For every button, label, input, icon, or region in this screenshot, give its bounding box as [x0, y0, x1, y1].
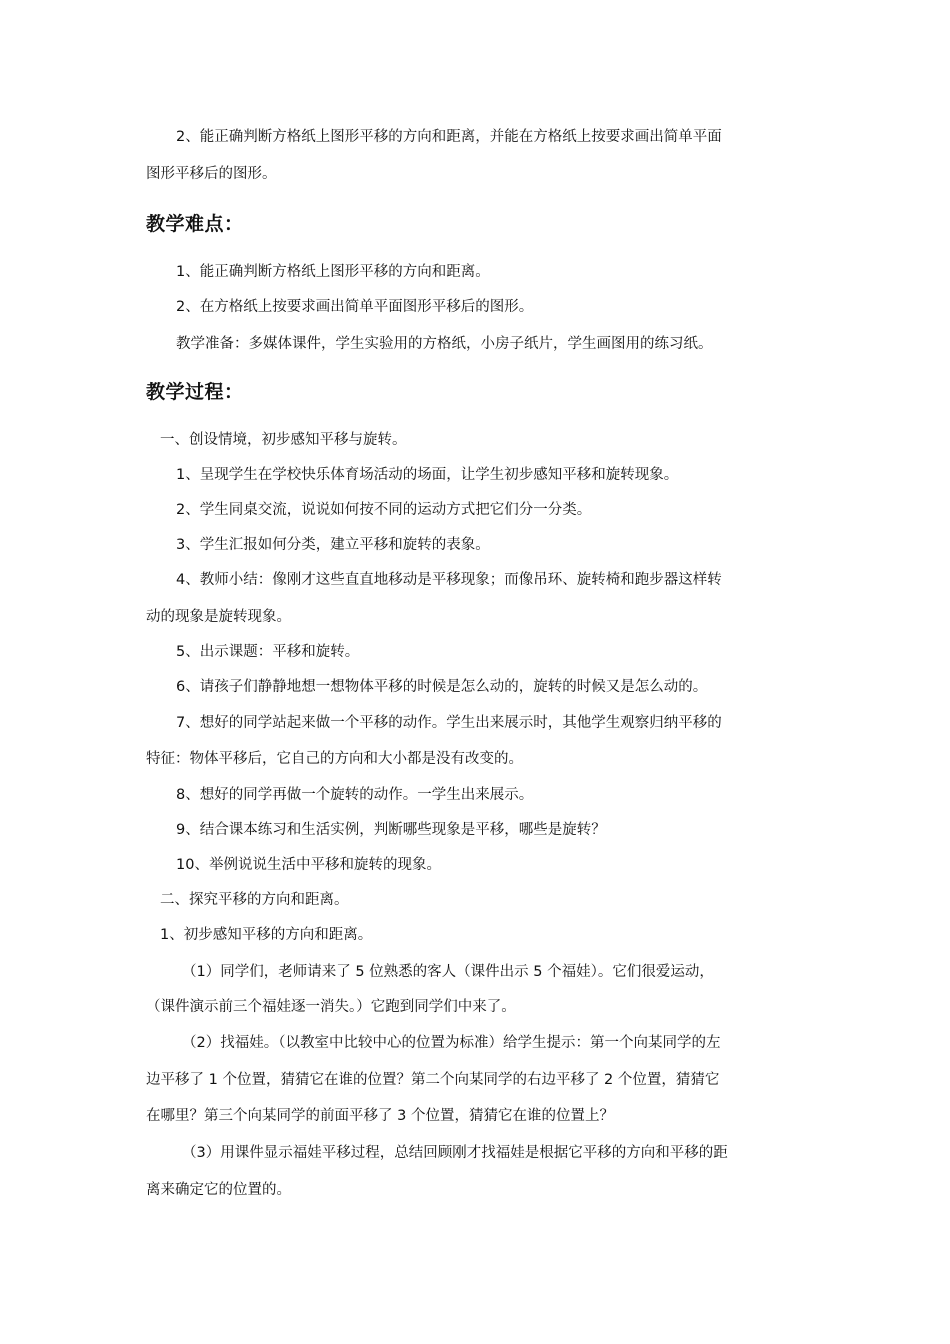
paragraph-line: 图形平移后的图形。	[146, 166, 277, 182]
section-heading-difficulty: 教学难点：	[146, 213, 244, 235]
paragraph-line: 2、能正确判断方格纸上图形平移的方向和距离，并能在方格纸上按要求画出简单平面	[176, 129, 722, 145]
section-heading-process: 教学过程：	[146, 381, 244, 403]
paragraph-line: 3、学生汇报如何分类，建立平移和旋转的表象。	[176, 537, 490, 553]
paragraph-line: 6、请孩子们静静地想一想物体平移的时候是怎么动的，旋转的时候又是怎么动的。	[176, 679, 708, 695]
paragraph-line: 离来确定它的位置的。	[146, 1182, 291, 1198]
paragraph-line: 在哪里？第三个向某同学的前面平移了 3 个位置，猜猜它在谁的位置上？	[146, 1108, 614, 1124]
paragraph-line: 教学准备：多媒体课件，学生实验用的方格纸，小房子纸片，学生画图用的练习纸。	[176, 336, 713, 352]
paragraph-line: 1、初步感知平移的方向和距离。	[160, 927, 373, 943]
paragraph-line: 动的现象是旋转现象。	[146, 609, 291, 625]
paragraph-line: 特征：物体平移后，它自己的方向和大小都是没有改变的。	[146, 751, 523, 767]
paragraph-line: （2）找福娃。（以教室中比较中心的位置为标准）给学生提示：第一个向某同学的左	[182, 1035, 721, 1051]
paragraph-line: （课件演示前三个福娃逐一消失。）它跑到同学们中来了。	[146, 999, 516, 1015]
paragraph-line: 9、结合课本练习和生活实例，判断哪些现象是平移，哪些是旋转？	[176, 822, 606, 838]
paragraph-line: 10、举例说说生活中平移和旋转的现象。	[176, 857, 441, 873]
paragraph-line: 一、创设情境，初步感知平移与旋转。	[160, 432, 407, 448]
paragraph-line: （1）同学们，老师请来了 5 位熟悉的客人（课件出示 5 个福娃）。它们很爱运动，	[182, 964, 714, 980]
paragraph-line: 边平移了 1 个位置，猜猜它在谁的位置？第二个向某同学的右边平移了 2 个位置，猜猜它	[146, 1072, 720, 1088]
paragraph-line: 8、想好的同学再做一个旋转的动作。一学生出来展示。	[176, 787, 534, 803]
paragraph-line: 5、出示课题：平移和旋转。	[176, 644, 360, 660]
paragraph-line: 2、在方格纸上按要求画出简单平面图形平移后的图形。	[176, 299, 534, 315]
paragraph-line: 1、能正确判断方格纸上图形平移的方向和距离。	[176, 264, 490, 280]
paragraph-line: 2、学生同桌交流，说说如何按不同的运动方式把它们分一分类。	[176, 502, 592, 518]
paragraph-line: 4、教师小结：像刚才这些直直地移动是平移现象；而像吊环、旋转椅和跑步器这样转	[176, 572, 722, 588]
paragraph-line: （3）用课件显示福娃平移过程，总结回顾刚才找福娃是根据它平移的方向和平移的距	[182, 1145, 728, 1161]
paragraph-line: 7、想好的同学站起来做一个平移的动作。学生出来展示时，其他学生观察归纳平移的	[176, 715, 722, 731]
paragraph-line: 二、探究平移的方向和距离。	[160, 892, 349, 908]
paragraph-line: 1、呈现学生在学校快乐体育场活动的场面，让学生初步感知平移和旋转现象。	[176, 467, 679, 483]
